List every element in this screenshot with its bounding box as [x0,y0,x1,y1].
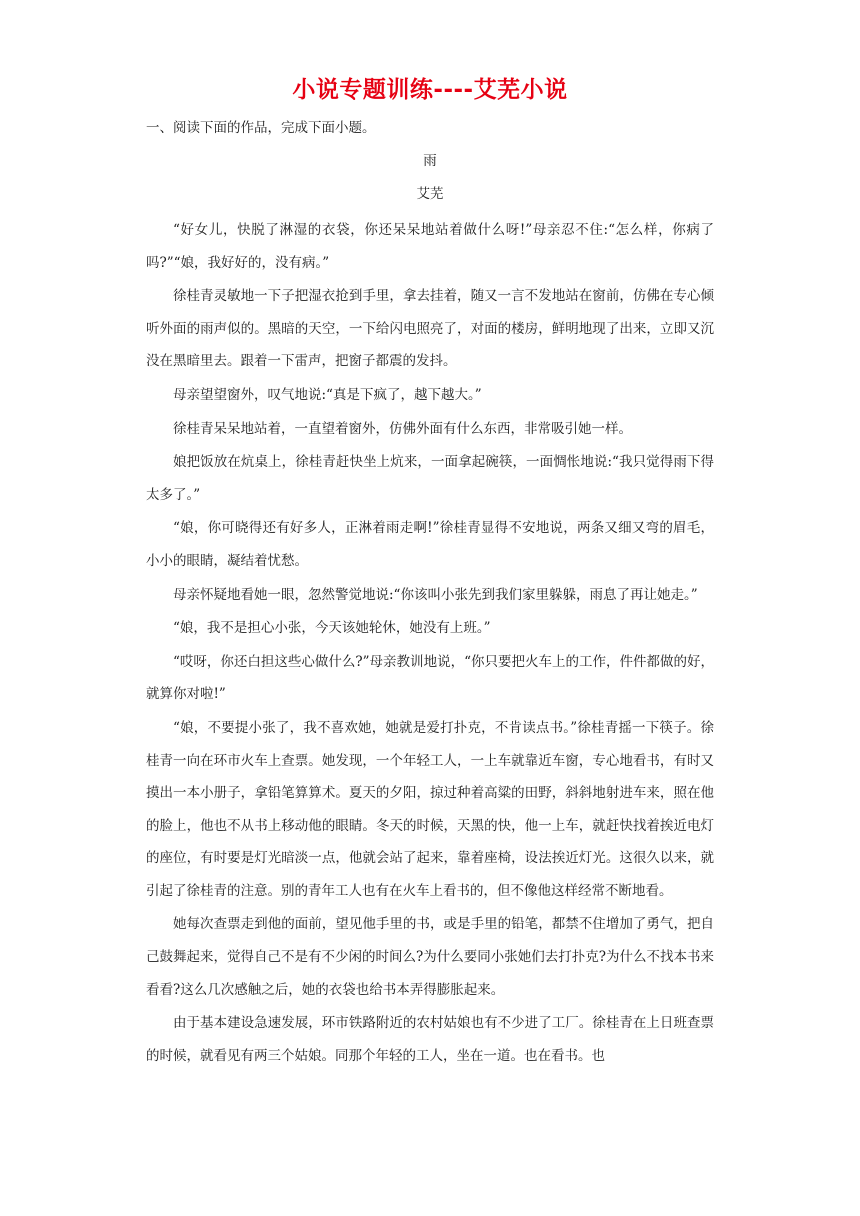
paragraph: 母亲望望窗外，叹气地说:“真是下疯了，越下越大。” [173,386,482,403]
document-title: 小说专题训练----艾芜小说 [292,77,568,103]
paragraph: “娘，不要提小张了，我不喜欢她，她就是爱打扑克，不肯读点书。”徐桂青摇一下筷子。徐桂青一向在环市火车上查票。她发现，一个年轻工人，一上车就靠近车窗，专心地看书，有时又摸出一本小册子，拿铅笔算算术。夏天的夕阳，掠过种着高粱的田野，斜斜地射进车来，照在他的脸上，他也不从书上移动他的眼睛。冬天的时候，天黑的快，他一上车，就赶快找着挨近电灯的座位，有时要是灯光暗淡一点，他就会站了起来，靠着座椅，设法挨近灯光。这很久以来，就引起了徐桂青的注意。别的青年工人也有在火车上看书的，但不像他这样经常不断地看。 [146,719,714,899]
section-heading: 一、阅读下面的作品，完成下面小题。 [146,120,376,136]
paragraph: “娘，我不是担心小张，今天该她轮休，她没有上班。” [173,620,491,637]
paragraph: 徐桂青灵敏地一下子把湿衣抢到手里，拿去挂着，随又一言不发地站在窗前，仿佛在专心倾听外面的雨声似的。黑暗的天空，一下给闪电照亮了，对面的楼房，鲜明地现了出来，立即又沉没在黑暗里去。跟着一下雷声，把窗子都震的发抖。 [146,288,714,370]
paragraph: 母亲怀疑地看她一眼，忽然警觉地说:“你该叫小张先到我们家里躲躲，雨息了再让她走。” [173,586,698,603]
work-title: 雨 [423,153,437,169]
work-author: 艾芜 [416,186,444,202]
paragraph: 徐桂青呆呆地站着，一直望着窗外，仿佛外面有什么东西，非常吸引她一样。 [173,420,632,437]
paragraph: 娘把饭放在炕桌上，徐桂青赶快坐上炕来，一面拿起碗筷，一面惆怅地说:“我只觉得雨下得太多了。” [146,454,714,503]
paragraph: “好女儿，快脱了淋湿的衣袋，你还呆呆地站着做什么呀!”母亲忍不住:“怎么样，你病了吗?”“娘，我好好的，没有病。” [146,222,714,271]
story-body [146,214,714,1072]
paragraph: “娘，你可晓得还有好多人，正淋着雨走啊!”徐桂青显得不安地说，两条又细又弯的眉毛，小小的眼睛，凝结着忧愁。 [146,520,714,569]
paragraph: “哎呀，你还白担这些心做什么?”母亲教训地说，“你只要把火车上的工作，件件都做的好，就算你对啦!” [146,653,714,703]
paragraph: 她每次查票走到他的面前，望见他手里的书，或是手里的铅笔，都禁不住增加了勇气，把自己鼓舞起来，觉得自己不是有不少闲的时间么?为什么要同小张她们去打扑克?为什么不找本书来看看?这么几次感触之后，她的衣袋也给书本弄得膨胀起来。 [146,916,714,998]
paragraph: 由于基本建设急速发展，环市铁路附近的农村姑娘也有不少进了工厂。徐桂青在上日班查票的时候，就看见有两三个姑娘。同那个年轻的工人，坐在一道。也在看书。也 [146,1015,714,1064]
